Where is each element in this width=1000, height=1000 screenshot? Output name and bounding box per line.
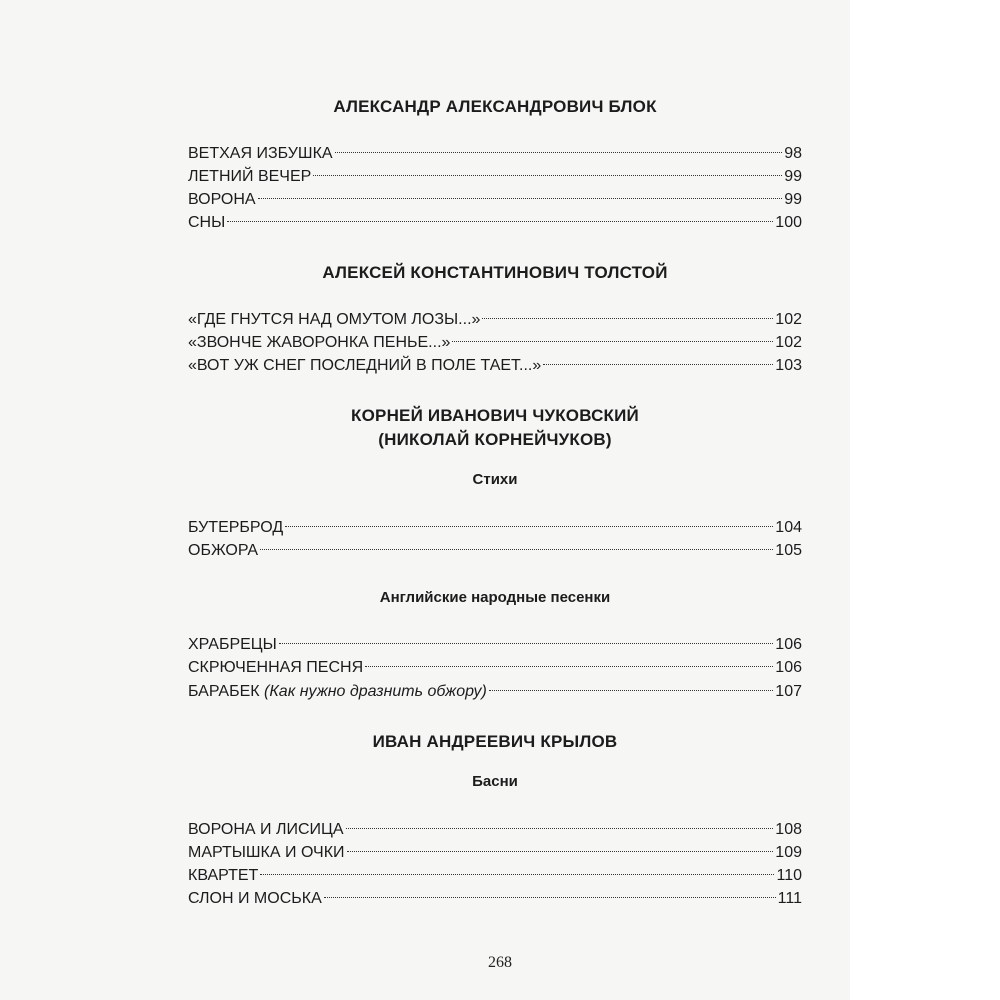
entry-title: «ЗВОНЧЕ ЖАВОРОНКА ПЕНЬЕ...» <box>188 334 451 351</box>
entry-title-main: БАРАБЕК <box>188 683 260 700</box>
toc-entry <box>188 864 802 888</box>
entry-subtitle: (Как нужно дразнить обжору) <box>264 683 487 700</box>
dot-leader <box>335 152 783 153</box>
author-heading-blok: АЛЕКСАНДР АЛЕКСАНДРОВИЧ БЛОК <box>333 97 657 116</box>
entry-page: 106 <box>775 659 802 676</box>
group-heading-english-songs: Английские народные песенки <box>379 589 611 606</box>
dot-leader <box>365 666 773 667</box>
author-heading-tolstoy: АЛЕКСЕЙ КОНСТАНТИНОВИЧ ТОЛСТОЙ <box>322 263 668 282</box>
dot-leader <box>258 198 783 199</box>
dot-leader <box>279 643 774 644</box>
entry-page: 102 <box>775 311 802 328</box>
page-edge <box>850 0 1000 1000</box>
toc-entry <box>188 516 802 540</box>
dot-leader <box>489 690 774 691</box>
author-heading-krylov: ИВАН АНДРЕЕВИЧ КРЫЛОВ <box>372 732 618 751</box>
dot-leader <box>346 828 774 829</box>
entry-page: 104 <box>775 519 802 536</box>
entry-title: «ГДЕ ГНУТСЯ НАД ОМУТОМ ЛОЗЫ...» <box>188 311 481 328</box>
entry-title: КВАРТЕТ <box>188 867 259 884</box>
author-pseudonym: (НИКОЛАЙ КОРНЕЙЧУКОВ) <box>378 430 612 449</box>
entry-title: ВОРОНА <box>188 191 256 208</box>
toc-entry <box>188 841 802 865</box>
entry-title: СЛОН И МОСЬКА <box>188 890 322 907</box>
entry-page: 108 <box>775 821 802 838</box>
entry-title: ОБЖОРА <box>188 542 259 559</box>
toc-entry <box>188 633 802 657</box>
entry-page: 105 <box>775 542 802 559</box>
entry-page: 106 <box>775 636 802 653</box>
entry-title: ВЕТХАЯ ИЗБУШКА <box>188 145 333 162</box>
toc-entry <box>188 211 802 235</box>
toc-entry <box>188 656 802 680</box>
dot-leader <box>285 526 773 527</box>
entry-title: СКРЮЧЕННАЯ ПЕСНЯ <box>188 659 364 676</box>
page-number: 268 <box>488 954 512 971</box>
entry-page: 98 <box>784 145 802 162</box>
entry-page: 110 <box>776 867 802 884</box>
entry-page: 111 <box>777 890 802 907</box>
entry-page: 99 <box>784 191 802 208</box>
entry-title: СНЫ <box>188 214 226 231</box>
toc-entry <box>188 188 802 212</box>
toc-entry <box>188 331 802 355</box>
entry-page: 103 <box>775 357 802 374</box>
toc-entry <box>188 887 802 911</box>
toc-entry <box>188 354 802 378</box>
author-heading-chukovsky: КОРНЕЙ ИВАНОВИЧ ЧУКОВСКИЙ <box>351 406 639 425</box>
dot-leader <box>452 341 773 342</box>
toc-entry <box>188 308 802 332</box>
entry-title: ХРАБРЕЦЫ <box>188 636 277 653</box>
toc-entry <box>188 165 802 189</box>
toc-entry <box>188 818 802 842</box>
entry-page: 109 <box>775 844 802 861</box>
entry-title: МАРТЫШКА И ОЧКИ <box>188 844 345 861</box>
entry-title: ЛЕТНИЙ ВЕЧЕР <box>188 168 312 185</box>
dot-leader <box>324 897 776 898</box>
entry-title: «ВОТ УЖ СНЕГ ПОСЛЕДНИЙ В ПОЛЕ ТАЕТ...» <box>188 357 542 374</box>
dot-leader <box>260 874 774 875</box>
entry-page: 99 <box>784 168 802 185</box>
toc-entry <box>188 142 802 166</box>
entry-title: ВОРОНА И ЛИСИЦА <box>188 821 344 838</box>
group-heading-poems: Стихи <box>472 471 518 488</box>
entry-page: 102 <box>775 334 802 351</box>
toc-entry <box>188 539 802 563</box>
entry-page: 100 <box>775 214 802 231</box>
entry-title: БУТЕРБРОД <box>188 519 284 536</box>
entry-page: 107 <box>775 683 802 700</box>
toc-entry <box>188 680 802 704</box>
dot-leader <box>227 221 773 222</box>
group-heading-fables: Басни <box>472 773 518 790</box>
dot-leader <box>347 851 774 852</box>
entry-title <box>188 680 487 704</box>
dot-leader <box>543 364 773 365</box>
dot-leader <box>313 175 782 176</box>
dot-leader <box>482 318 773 319</box>
dot-leader <box>260 549 773 550</box>
